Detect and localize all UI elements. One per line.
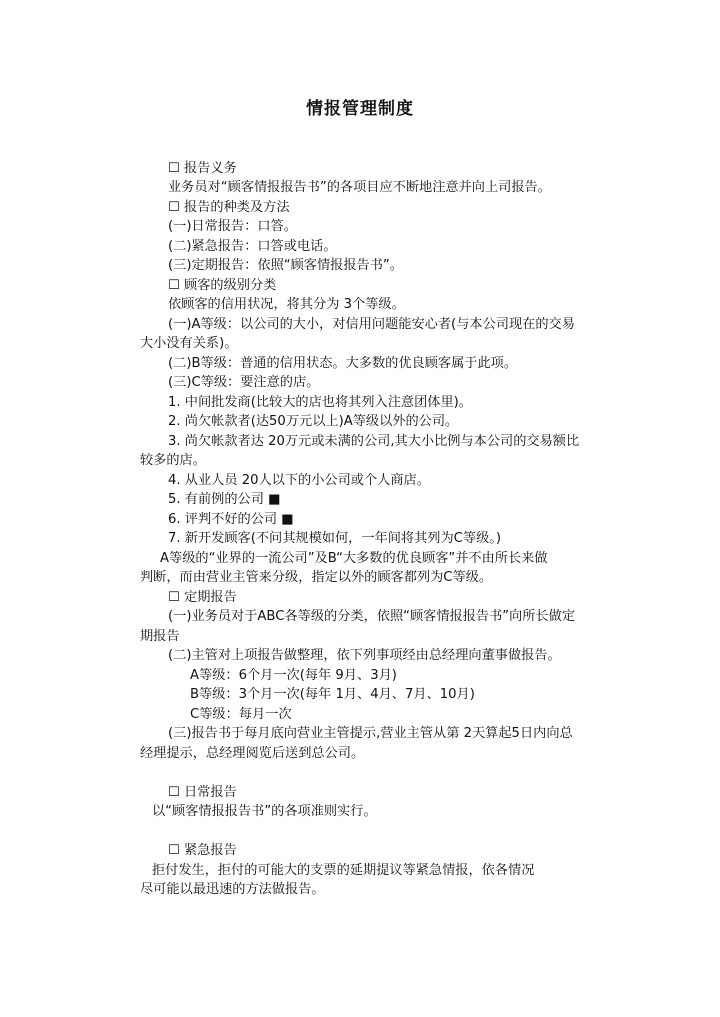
schedule-line: A等级：6个月一次(每年 9月、3月) xyxy=(190,668,397,683)
section-heading-report-types: ☐ 报告的种类及方法 xyxy=(168,200,290,215)
paragraph-line: 尽可能以最迅速的方法做报告。 xyxy=(140,882,325,897)
list-item: 6. 评判不好的公司 ■ xyxy=(168,512,294,527)
paragraph-line: 判断，而由营业主管来分级，指定以外的顾客都列为C等级。 xyxy=(140,570,493,585)
schedule-line: B等级：3个月一次(每年 1月、4月、7月、10月) xyxy=(190,687,475,702)
paragraph-line: 经理提示，总经理阅览后送到总公司。 xyxy=(140,746,365,761)
list-item: (三)报告书于每月底向营业主管提示,营业主管从第 2天算起5日内向总 xyxy=(168,726,573,741)
list-item: (二)主管对上项报告做整理，依下列事项经由总经理向董事做报告。 xyxy=(168,648,561,663)
list-item: 1. 中间批发商(比较大的店也将其列入注意团体里)。 xyxy=(168,395,472,410)
list-item: 4. 从业人员 20人以下的小公司或个人商店。 xyxy=(168,473,430,488)
list-item: 7. 新开发顾客(不问其规模如何，一年间将其列为C等级。) xyxy=(168,531,501,546)
list-item: (三)定期报告：依照“顾客情报报告书”。 xyxy=(168,258,403,273)
paragraph-line: 拒付发生，拒付的可能大的支票的延期提议等紧急情报，依各情况 xyxy=(152,863,535,878)
paragraph-line: A等级的“业界的一流公司”及B“大多数的优良顾客”并不由所长来做 xyxy=(160,551,548,566)
section-heading-report-duty: ☐ 报告义务 xyxy=(168,161,237,176)
paragraph-line: 大小没有关系)。 xyxy=(140,336,238,351)
paragraph-line: 业务员对“顾客情报报告书”的各项目应不断地注意并向上司报告。 xyxy=(168,180,551,195)
list-item: (一)A等级：以公司的大小，对信用问题能安心者(与本公司现在的交易 xyxy=(168,317,575,332)
list-item: (二)B等级：普通的信用状态。大多数的优良顾客属于此项。 xyxy=(168,356,518,371)
list-item: (三)C等级：要注意的店。 xyxy=(168,375,320,390)
paragraph-line: 较多的店。 xyxy=(140,453,206,468)
list-item: 5. 有前例的公司 ■ xyxy=(168,492,281,507)
section-heading-urgent-report: ☐ 紧急报告 xyxy=(168,843,237,858)
list-item: (一)业务员对于ABC各等级的分类，依照“顾客情报报告书”向所长做定 xyxy=(168,609,576,624)
paragraph-line: 期报告 xyxy=(140,629,180,644)
list-item: (一)日常报告：口答。 xyxy=(168,219,297,234)
section-heading-periodic-report: ☐ 定期报告 xyxy=(168,590,237,605)
list-item: (二)紧急报告：口答或电话。 xyxy=(168,239,337,254)
list-item: 3. 尚欠帐款者达 20万元或未满的公司,其大小比例与本公司的交易额比 xyxy=(168,434,580,449)
section-heading-customer-levels: ☐ 顾客的级别分类 xyxy=(168,278,277,293)
schedule-line: C等级：每月一次 xyxy=(190,707,292,722)
document-title: 情报管理制度 xyxy=(306,99,414,119)
list-item: 2. 尚欠帐款者(达50万元以上)A等级以外的公司。 xyxy=(168,414,459,429)
paragraph-line: 依顾客的信用状况，将其分为 3个等级。 xyxy=(168,297,405,312)
paragraph-line: 以“顾客情报报告书”的各项准则实行。 xyxy=(152,804,377,819)
section-heading-daily-report: ☐ 日常报告 xyxy=(168,785,237,800)
